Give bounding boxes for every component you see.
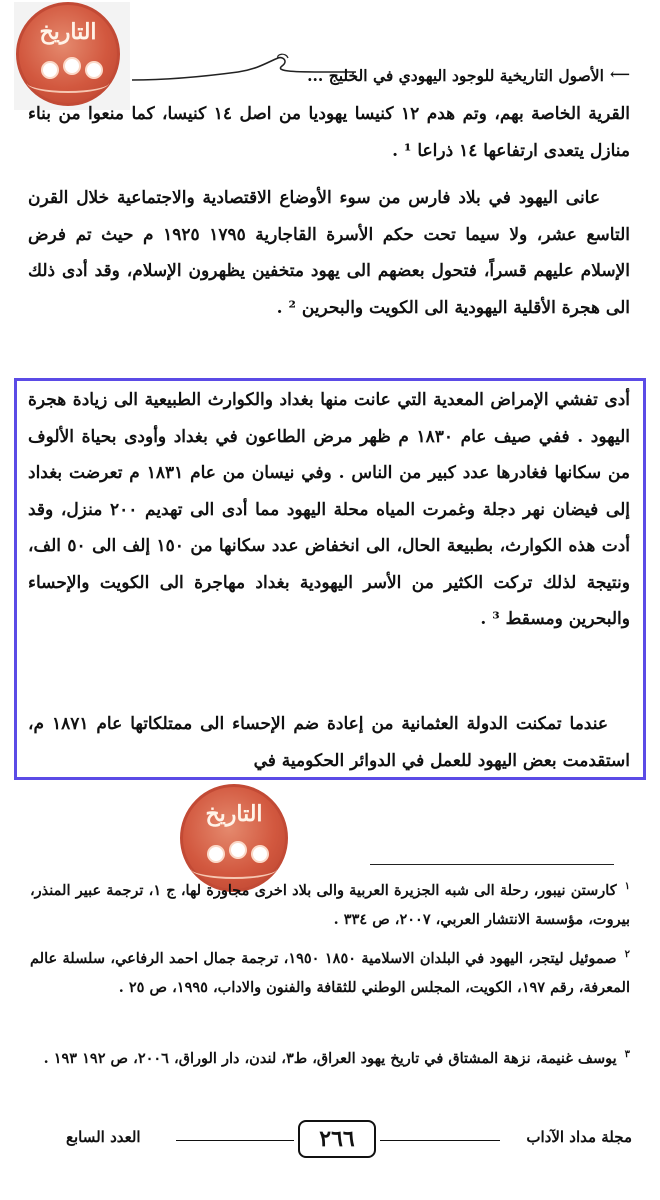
watermark-seal-top (16, 2, 120, 106)
footnote-number: ١ (624, 881, 630, 892)
header-arrow-icon: ⟵ (609, 67, 630, 83)
footer-rule (176, 1140, 294, 1141)
seal-ring (27, 73, 109, 93)
footnote-3 (30, 1040, 630, 1073)
footnote-text: كارستن نيبور، رحلة الى شبه الجزيرة العربية والى بلاد اخرى مجاورة لها، ج ١، ترجمة عبير المنذر، بيروت، مؤسسة الانتشار العربي، ٢٠٠٧، ص ٣٣٤ . (30, 881, 630, 929)
page-footer (28, 1120, 632, 1164)
seal-dot (229, 841, 247, 859)
seal-text: التاريخ (39, 19, 97, 45)
paragraph-4: عندما تمكنت الدولة العثمانية من إعادة ضم الإحساء الى ممتلكاتها عام ١٨٧١ م، استقدمت بعض اليهود للعمل في الدوائر الحكومية في (28, 714, 630, 771)
paragraph-3: أدى تفشي الإمراض المعدية التي عانت منها بغداد والكوارث الطبيعية الى زيادة هجرة اليهود . ففي صيف عام ١٨٣٠ م ظهر مرض الطاعون في بغداد وأودى بحياة الألوف من سكانها فغادرها عدد كبير من الناس . وفي نيسان من عام ١٨٣١ م تعرضت بغداد إلى فيضان نهر دجلة وغمرت المياه محلة اليهود مما أدى الى تهديم ٢٠٠ منزل، وقد أدت هذه الكوارث، بطبيعة الحال، الى انخفاض عدد سكانها من ١٥٠ إلف الى ٥٠ الف، ونتيجة لذلك تركت الكثير من الأسر اليهودية بغداد مهاجرة الى الكويت والإحساء والبحرين ومسقط ³ . (28, 390, 631, 629)
seal-text: التاريخ (205, 801, 263, 827)
footnote-separator (370, 864, 614, 865)
running-title: الأصول التاريخية للوجود اليهودي في الخليج ... (307, 65, 604, 85)
paragraph-2: عانى اليهود في بلاد فارس من سوء الأوضاع الاقتصادية والاجتماعية خلال القرن التاسع عشر، ولا سيما تحت حكم الأسرة القاجارية ١٧٩٥ ١٩٢٥ م حيث تم فرض الإسلام عليهم قسراً، فتحول بعضهم الى يهود متخفين يظهرون الإسلام، وقد أدى ذلك الى هجرة الأقلية اليهودية الى الكويت والبحرين ² . (28, 188, 630, 318)
footnote-number: ٢ (624, 949, 630, 960)
page-number: ٢٦٦ (298, 1120, 376, 1158)
footnote-2 (30, 940, 630, 1003)
paragraph-1: القرية الخاصة بهم، وتم هدم ١٢ كنيسا يهوديا من اصل ١٤ كنيسا، كما منعوا من بناء منازل يتعدى ارتفاعها ١٤ ذراعا ¹ . (28, 104, 630, 161)
footer-rule (380, 1140, 500, 1141)
footnote-number: ٣ (624, 1049, 630, 1060)
running-header (150, 58, 630, 92)
footnote-text: يوسف غنيمة، نزهة المشتاق في تاريخ يهود العراق، ط٣، لندن، دار الوراق، ٢٠٠٦، ص ١٩٢ ١٩٣ . (43, 1049, 617, 1067)
journal-name: مجلة مداد الآداب (526, 1128, 632, 1146)
footnote-text: صموئيل ليتجر، اليهود في البلدان الاسلامية ١٨٥٠ ١٩٥٠، ترجمة جمال احمد الرفاعي، سلسلة عالم المعرفة، رقم ١٩٧، الكويت، المجلس الوطني للثقافة والفنون والاداب، ١٩٩٥، ص ٢٥ . (30, 949, 630, 997)
issue-label: العدد السابع (66, 1128, 141, 1146)
footnote-1 (30, 872, 630, 935)
